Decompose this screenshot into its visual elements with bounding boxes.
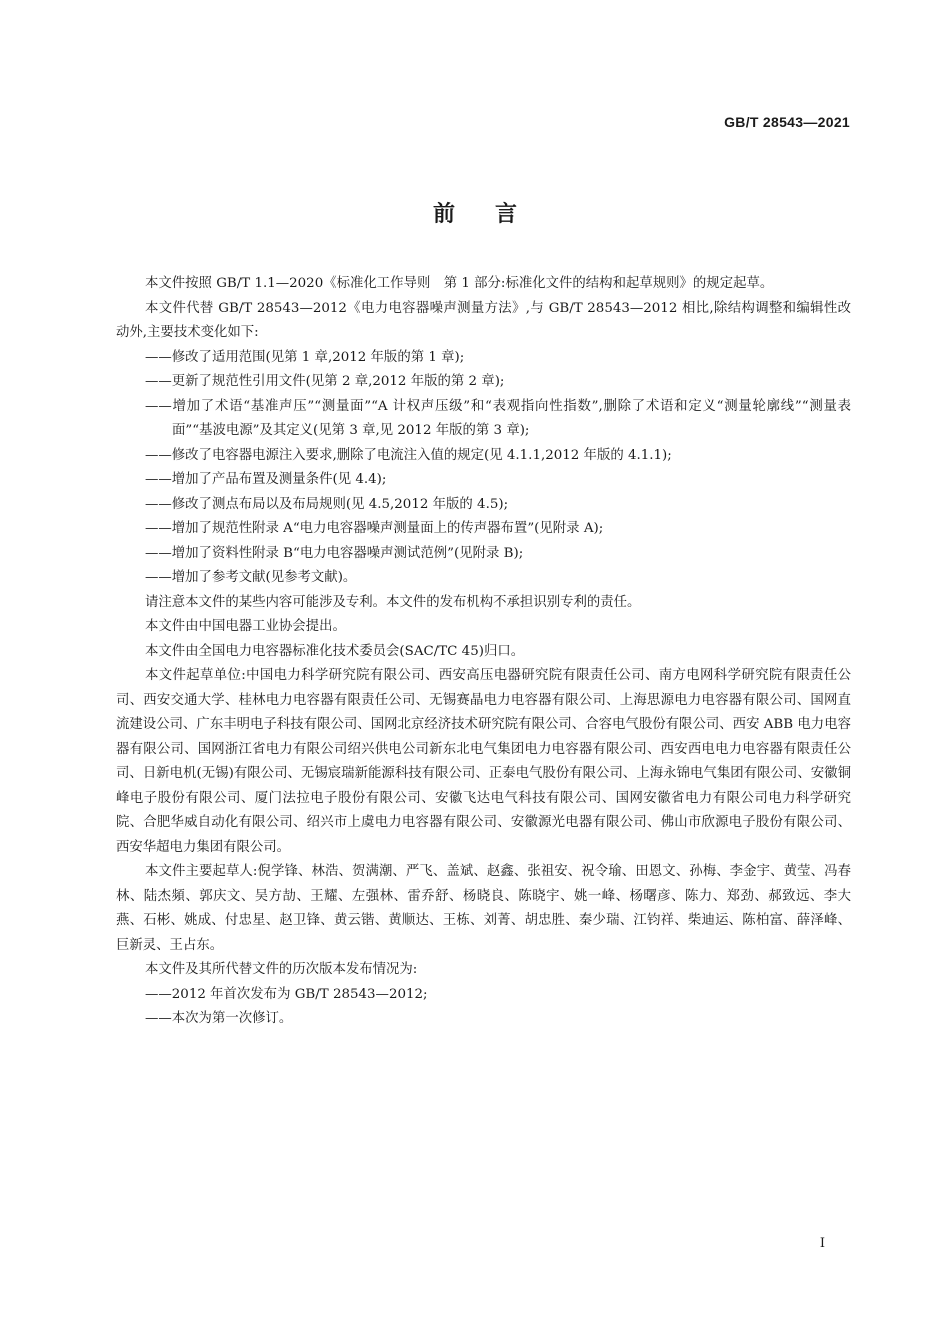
change-item: ——修改了测点布局以及布局规则(见 4.5,2012 年版的 4.5); <box>145 496 509 512</box>
paragraph-drafting-rules: 本文件按照 GB/T 1.1—2020《标准化工作导则 第 1 部分:标准化文件的结构和起草规则》的规定起草。 <box>145 276 774 291</box>
change-item: ——增加了资料性附录 B“电力电容器噪声测试范例”(见附录 B); <box>145 545 524 561</box>
standard-code: GB/T 28543—2021 <box>724 114 850 130</box>
change-item: ——增加了参考文献(见参考文献)。 <box>145 570 357 585</box>
page-title: 前言 <box>432 202 557 227</box>
paragraph-replacement: 本文件代替 GB/T 28543—2012《电力电容器噪声测量方法》,与 GB/T 28543—2012 相比,除结构调整和编辑性改动外,主要技术变化如下: <box>116 300 851 340</box>
change-item: ——增加了产品布置及测量条件(见 4.4); <box>145 472 387 487</box>
paragraph-committee: 本文件由全国电力电容器标准化技术委员会(SAC/TC 45)归口。 <box>145 643 525 659</box>
change-item: ——增加了术语“基准声压”“测量面”“A 计权声压级”和“表观指向性指数”,删除了术语和定义“测量轮廓线”“测量表面”“基波电源”及其定义(见第 3 章,见 2012 年版的第 3 章); <box>145 398 851 438</box>
paragraph-patent-notice: 请注意本文件的某些内容可能涉及专利。本文件的发布机构不承担识别专利的责任。 <box>145 594 641 610</box>
paragraph-proposer: 本文件由中国电器工业协会提出。 <box>145 619 346 634</box>
paragraph-drafters: 本文件主要起草人:倪学锋、林浩、贺满潮、严飞、盖斌、赵鑫、张祖安、祝令瑜、田恩文、孙梅、李金宇、黄莹、冯春林、陆杰頻、郭庆文、吴方劼、王耀、左强林、雷乔舒、杨晓良、陈晓宇、姚一峰、杨曙彦、陈力、郑劲、郝致远、李大燕、石彬、姚成、付忠星、赵卫锋、黄云锴、黄顺达、王栋、刘菁、胡忠胜、秦少瑞、江钧祥、柴迪运、陈柏富、薛泽峰、巨新灵、王占东。 <box>116 864 851 953</box>
change-item: ——增加了规范性附录 A“电力电容器噪声测量面上的传声器布置”(见附录 A); <box>145 521 604 536</box>
change-item: ——修改了电容器电源注入要求,删除了电流注入值的规定(见 4.1.1,2012 年版的 4.1.1); <box>145 447 672 463</box>
history-item: ——本次为第一次修订。 <box>145 1011 293 1026</box>
paragraph-history-intro: 本文件及其所代替文件的历次版本发布情况为: <box>145 962 418 977</box>
document-body <box>116 272 851 1032</box>
paragraph-drafting-units: 本文件起草单位:中国电力科学研究院有限公司、西安高压电器研究院有限责任公司、南方电网科学研究院有限责任公司、西安交通大学、桂林电力电容器有限责任公司、无锡赛晶电力电容器有限公司、上海思源电力电容器有限公司、国网直流建设公司、广东丰明电子科技有限公司、国网北京经济技术研究院有限公司、合容电气股份有限公司、西安 ABB 电力电容器有限公司、国网浙江省电力有限公司绍兴供电公司新东北电气集团电力电容器有限公司、西安西电电力电容器有限责任公司、日新电机(无锡)有限公司、无锡宸瑞新能源科技有限公司、正泰电气股份有限公司、上海永锦电气集团有限公司、安徽铜峰电子股份有限公司、厦门法拉电子股份有限公司、安徽飞达电气科技有限公司、国网安徽省电力有限公司电力科学研究院、合肥华威自动化有限公司、绍兴市上虞电力电容器有限公司、安徽源光电器有限公司、佛山市欣源电子股份有限公司、西安华超电力集团有限公司。 <box>116 668 851 855</box>
history-item: ——2012 年首次发布为 GB/T 28543—2012; <box>145 986 428 1002</box>
page-number: I <box>819 1236 825 1251</box>
change-item: ——更新了规范性引用文件(见第 2 章,2012 年版的第 2 章); <box>145 374 505 389</box>
change-item: ——修改了适用范围(见第 1 章,2012 年版的第 1 章); <box>145 349 465 365</box>
